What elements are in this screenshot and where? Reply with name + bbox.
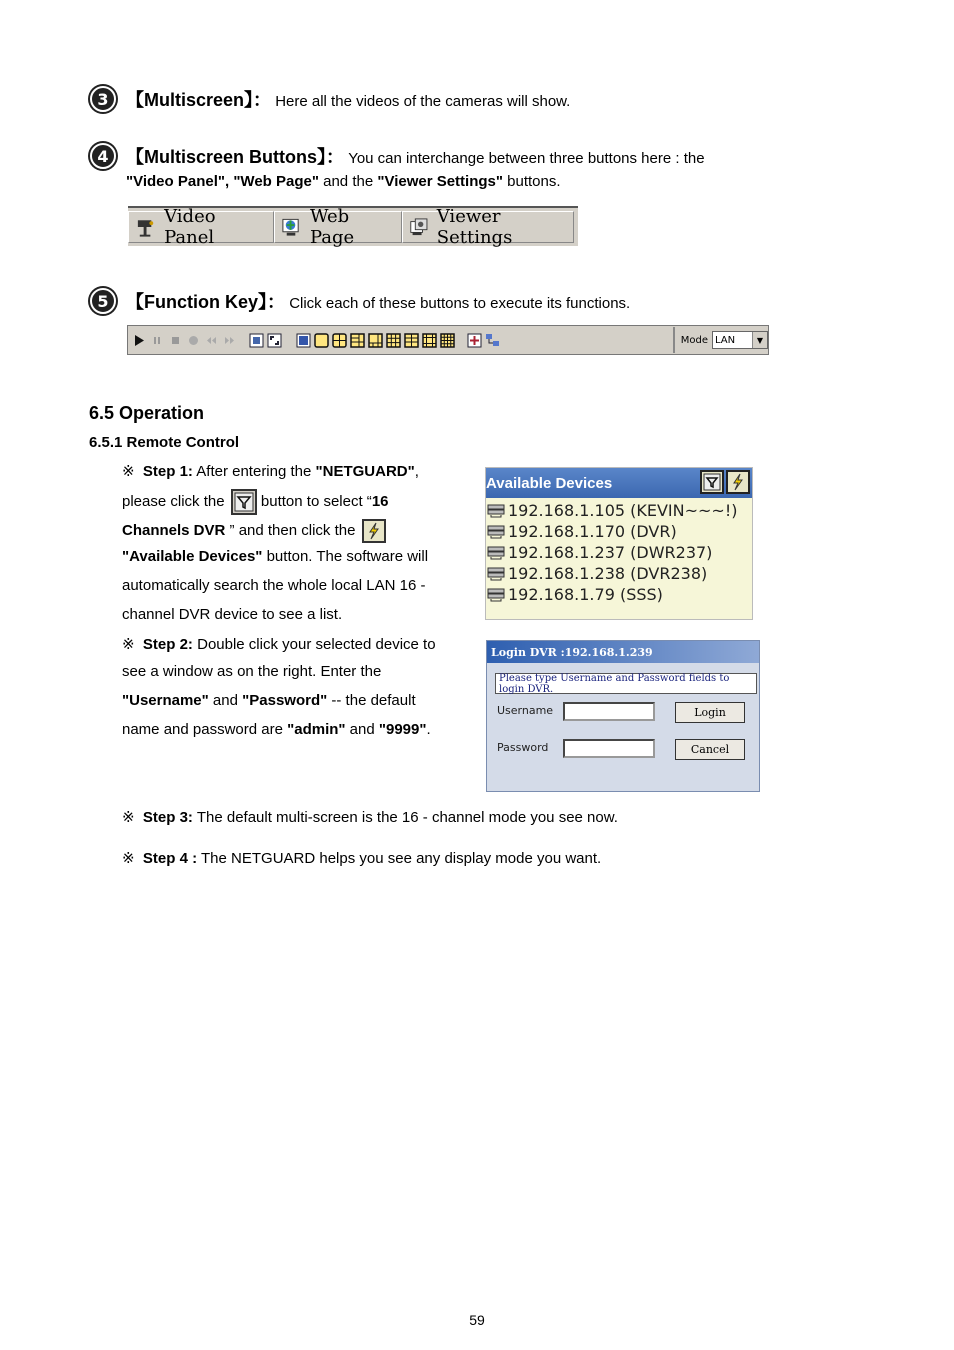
snapshot-icon[interactable] bbox=[249, 333, 264, 348]
ten-screen-icon[interactable] bbox=[404, 333, 419, 348]
bold-text: 16 bbox=[371, 492, 389, 510]
device-label: 192.168.1.170 (DVR) bbox=[508, 522, 677, 541]
sequence-icon[interactable] bbox=[296, 333, 311, 348]
mode-select[interactable] bbox=[712, 331, 768, 349]
netguard-text: "NETGUARD" bbox=[315, 463, 415, 480]
text: button to select “ bbox=[260, 492, 372, 510]
step2-line2: see a window as on the right. Enter the bbox=[122, 663, 382, 680]
rewind-icon[interactable] bbox=[204, 333, 219, 348]
function-key-heading-line bbox=[126, 288, 630, 314]
settings-icon bbox=[409, 216, 429, 238]
record-icon[interactable] bbox=[186, 333, 201, 348]
text: The default multi-screen is the 16 - channel mode you see now. bbox=[192, 809, 618, 826]
username-label: Username bbox=[497, 704, 554, 717]
remote-control-subheading: 6.5.1 Remote Control bbox=[89, 434, 240, 451]
eight-screen-icon[interactable] bbox=[368, 333, 383, 348]
mode-control bbox=[675, 331, 768, 349]
function-key-title: 【Function Key】 bbox=[126, 292, 268, 312]
globe-icon bbox=[281, 216, 302, 238]
thirteen-screen-icon[interactable] bbox=[422, 333, 437, 348]
web-page-button[interactable] bbox=[274, 206, 402, 248]
server-icon bbox=[487, 588, 505, 602]
login-button[interactable]: Login bbox=[675, 702, 745, 723]
text: . bbox=[426, 721, 431, 738]
video-panel-label: Video Panel bbox=[164, 206, 216, 248]
sixteen-screen-icon[interactable] bbox=[440, 333, 455, 348]
network-icon[interactable] bbox=[485, 333, 500, 348]
server-icon bbox=[487, 546, 505, 560]
multiscreen-heading-line bbox=[126, 86, 570, 112]
colon: ： bbox=[253, 90, 272, 110]
step1-line4 bbox=[122, 548, 428, 565]
server-icon bbox=[487, 504, 505, 518]
cancel-button[interactable]: Cancel bbox=[675, 739, 745, 760]
operation-heading: 6.5 Operation bbox=[89, 403, 205, 423]
password-label: Password bbox=[497, 741, 549, 754]
device-list bbox=[486, 498, 752, 605]
text: and bbox=[345, 721, 379, 738]
device-label: 192.168.1.237 (DWR237) bbox=[508, 543, 713, 562]
bold-text: "Available Devices" bbox=[122, 548, 263, 565]
step1-line2 bbox=[122, 489, 389, 515]
device-item[interactable] bbox=[486, 521, 752, 542]
available-devices-header bbox=[486, 468, 752, 498]
bold-text: "9999" bbox=[378, 721, 427, 738]
text: buttons. bbox=[503, 173, 561, 190]
reference-mark: ※ bbox=[122, 809, 135, 826]
dropdown-arrow-icon[interactable]: ▼ bbox=[752, 332, 767, 348]
bold-text: "admin" bbox=[287, 721, 346, 738]
bold-text: "Username" bbox=[122, 692, 209, 709]
device-label: 192.168.1.105 (KEVIN~~~!) bbox=[508, 501, 738, 520]
video-panel-button[interactable] bbox=[128, 206, 274, 248]
server-icon bbox=[487, 567, 505, 581]
device-item[interactable] bbox=[486, 584, 752, 605]
multiscreen-buttons-desc: You can interchange between three buttons here : the bbox=[348, 150, 705, 167]
step1-line3 bbox=[122, 519, 386, 543]
step2-line3 bbox=[122, 692, 416, 709]
step1-line5: automatically search the whole local LAN 16 - bbox=[122, 577, 426, 594]
web-page-label: Web Page bbox=[309, 206, 355, 248]
multiscreen-buttons-heading-line bbox=[126, 143, 705, 169]
viewer-settings-button[interactable] bbox=[402, 206, 574, 248]
page-number: 59 bbox=[469, 1312, 485, 1328]
function-key-desc: Click each of these buttons to execute its functions. bbox=[289, 295, 631, 312]
number-5-badge: 5 bbox=[90, 288, 116, 314]
fullscreen-icon[interactable] bbox=[267, 333, 282, 348]
text: and bbox=[208, 692, 243, 709]
reference-mark: ※ bbox=[122, 636, 135, 653]
text: button. The software will bbox=[262, 548, 429, 565]
bold-text: "Video Panel", "Web Page" bbox=[126, 173, 319, 190]
step1-line6: channel DVR device to see a list. bbox=[122, 606, 343, 623]
available-devices-panel bbox=[485, 467, 753, 620]
text: After entering the bbox=[192, 463, 316, 480]
number-4-badge: 4 bbox=[90, 143, 116, 169]
password-input[interactable] bbox=[563, 739, 655, 758]
username-input[interactable] bbox=[563, 702, 655, 721]
colon: ： bbox=[267, 292, 286, 312]
camera-icon bbox=[135, 216, 156, 238]
reference-mark: ※ bbox=[122, 850, 135, 867]
step2-line4 bbox=[122, 721, 431, 738]
pause-icon[interactable] bbox=[150, 333, 165, 348]
mode-value: LAN bbox=[715, 334, 736, 346]
lightning-icon[interactable] bbox=[726, 470, 750, 494]
step4-label: Step 4 : bbox=[142, 850, 198, 867]
login-title: Login DVR :192.168.1.239 bbox=[487, 641, 759, 663]
colon: ： bbox=[326, 147, 345, 167]
number-3-badge: 3 bbox=[90, 86, 116, 112]
lightning-button-icon bbox=[362, 519, 386, 543]
step3-label: Step 3: bbox=[142, 809, 193, 826]
step4-line bbox=[122, 849, 601, 867]
text: Double click your selected device to bbox=[192, 636, 436, 653]
available-devices-title: Available Devices bbox=[486, 474, 613, 492]
reference-mark: ※ bbox=[122, 463, 135, 480]
text: please click the bbox=[122, 492, 225, 510]
fast-forward-icon[interactable] bbox=[222, 333, 237, 348]
zoom-icon[interactable] bbox=[467, 333, 482, 348]
function-key-buttons bbox=[128, 327, 675, 353]
text: and the bbox=[318, 173, 378, 190]
bold-text: "Viewer Settings" bbox=[377, 173, 503, 190]
mode-label: Mode bbox=[680, 334, 708, 346]
device-item[interactable] bbox=[486, 563, 752, 584]
text: ” and then click the bbox=[225, 521, 356, 539]
multiscreen-buttons-title: 【Multiscreen Buttons】 bbox=[126, 147, 327, 167]
stop-icon[interactable] bbox=[168, 333, 183, 348]
function-key-toolbar bbox=[127, 325, 769, 355]
device-label: 192.168.1.79 (SSS) bbox=[508, 585, 663, 604]
quad-screen-icon[interactable] bbox=[332, 333, 347, 348]
device-label: 192.168.1.238 (DVR238) bbox=[508, 564, 708, 583]
single-screen-icon[interactable] bbox=[314, 333, 329, 348]
multiscreen-title: 【Multiscreen】 bbox=[126, 90, 254, 110]
step3-line bbox=[122, 808, 618, 826]
text: , bbox=[414, 463, 419, 480]
viewer-settings-label: Viewer Settings bbox=[436, 206, 513, 248]
filter-icon[interactable] bbox=[700, 470, 724, 494]
login-message: Please type Username and Password fields to login DVR. bbox=[495, 673, 757, 694]
text: -- the default bbox=[327, 692, 416, 709]
six-screen-icon[interactable] bbox=[350, 333, 365, 348]
text: name and password are bbox=[122, 721, 288, 738]
filter-button-icon bbox=[231, 489, 257, 515]
nine-screen-icon[interactable] bbox=[386, 333, 401, 348]
multiscreen-buttons-strip bbox=[128, 206, 578, 246]
multiscreen-desc: Here all the videos of the cameras will show. bbox=[275, 93, 571, 110]
step2-line1 bbox=[122, 635, 436, 653]
text: The NETGUARD helps you see any display mode you want. bbox=[197, 850, 602, 867]
login-window bbox=[486, 640, 760, 792]
multiscreen-buttons-desc-line2 bbox=[126, 173, 561, 190]
step1-label: Step 1: bbox=[142, 463, 193, 480]
device-item[interactable] bbox=[486, 500, 752, 521]
server-icon bbox=[487, 525, 505, 539]
bold-text: Channels DVR bbox=[122, 521, 226, 539]
step1-line1 bbox=[122, 462, 419, 480]
device-item[interactable] bbox=[486, 542, 752, 563]
bold-text: "Password" bbox=[242, 692, 328, 709]
step2-label: Step 2: bbox=[142, 636, 193, 653]
play-icon[interactable] bbox=[132, 333, 147, 348]
